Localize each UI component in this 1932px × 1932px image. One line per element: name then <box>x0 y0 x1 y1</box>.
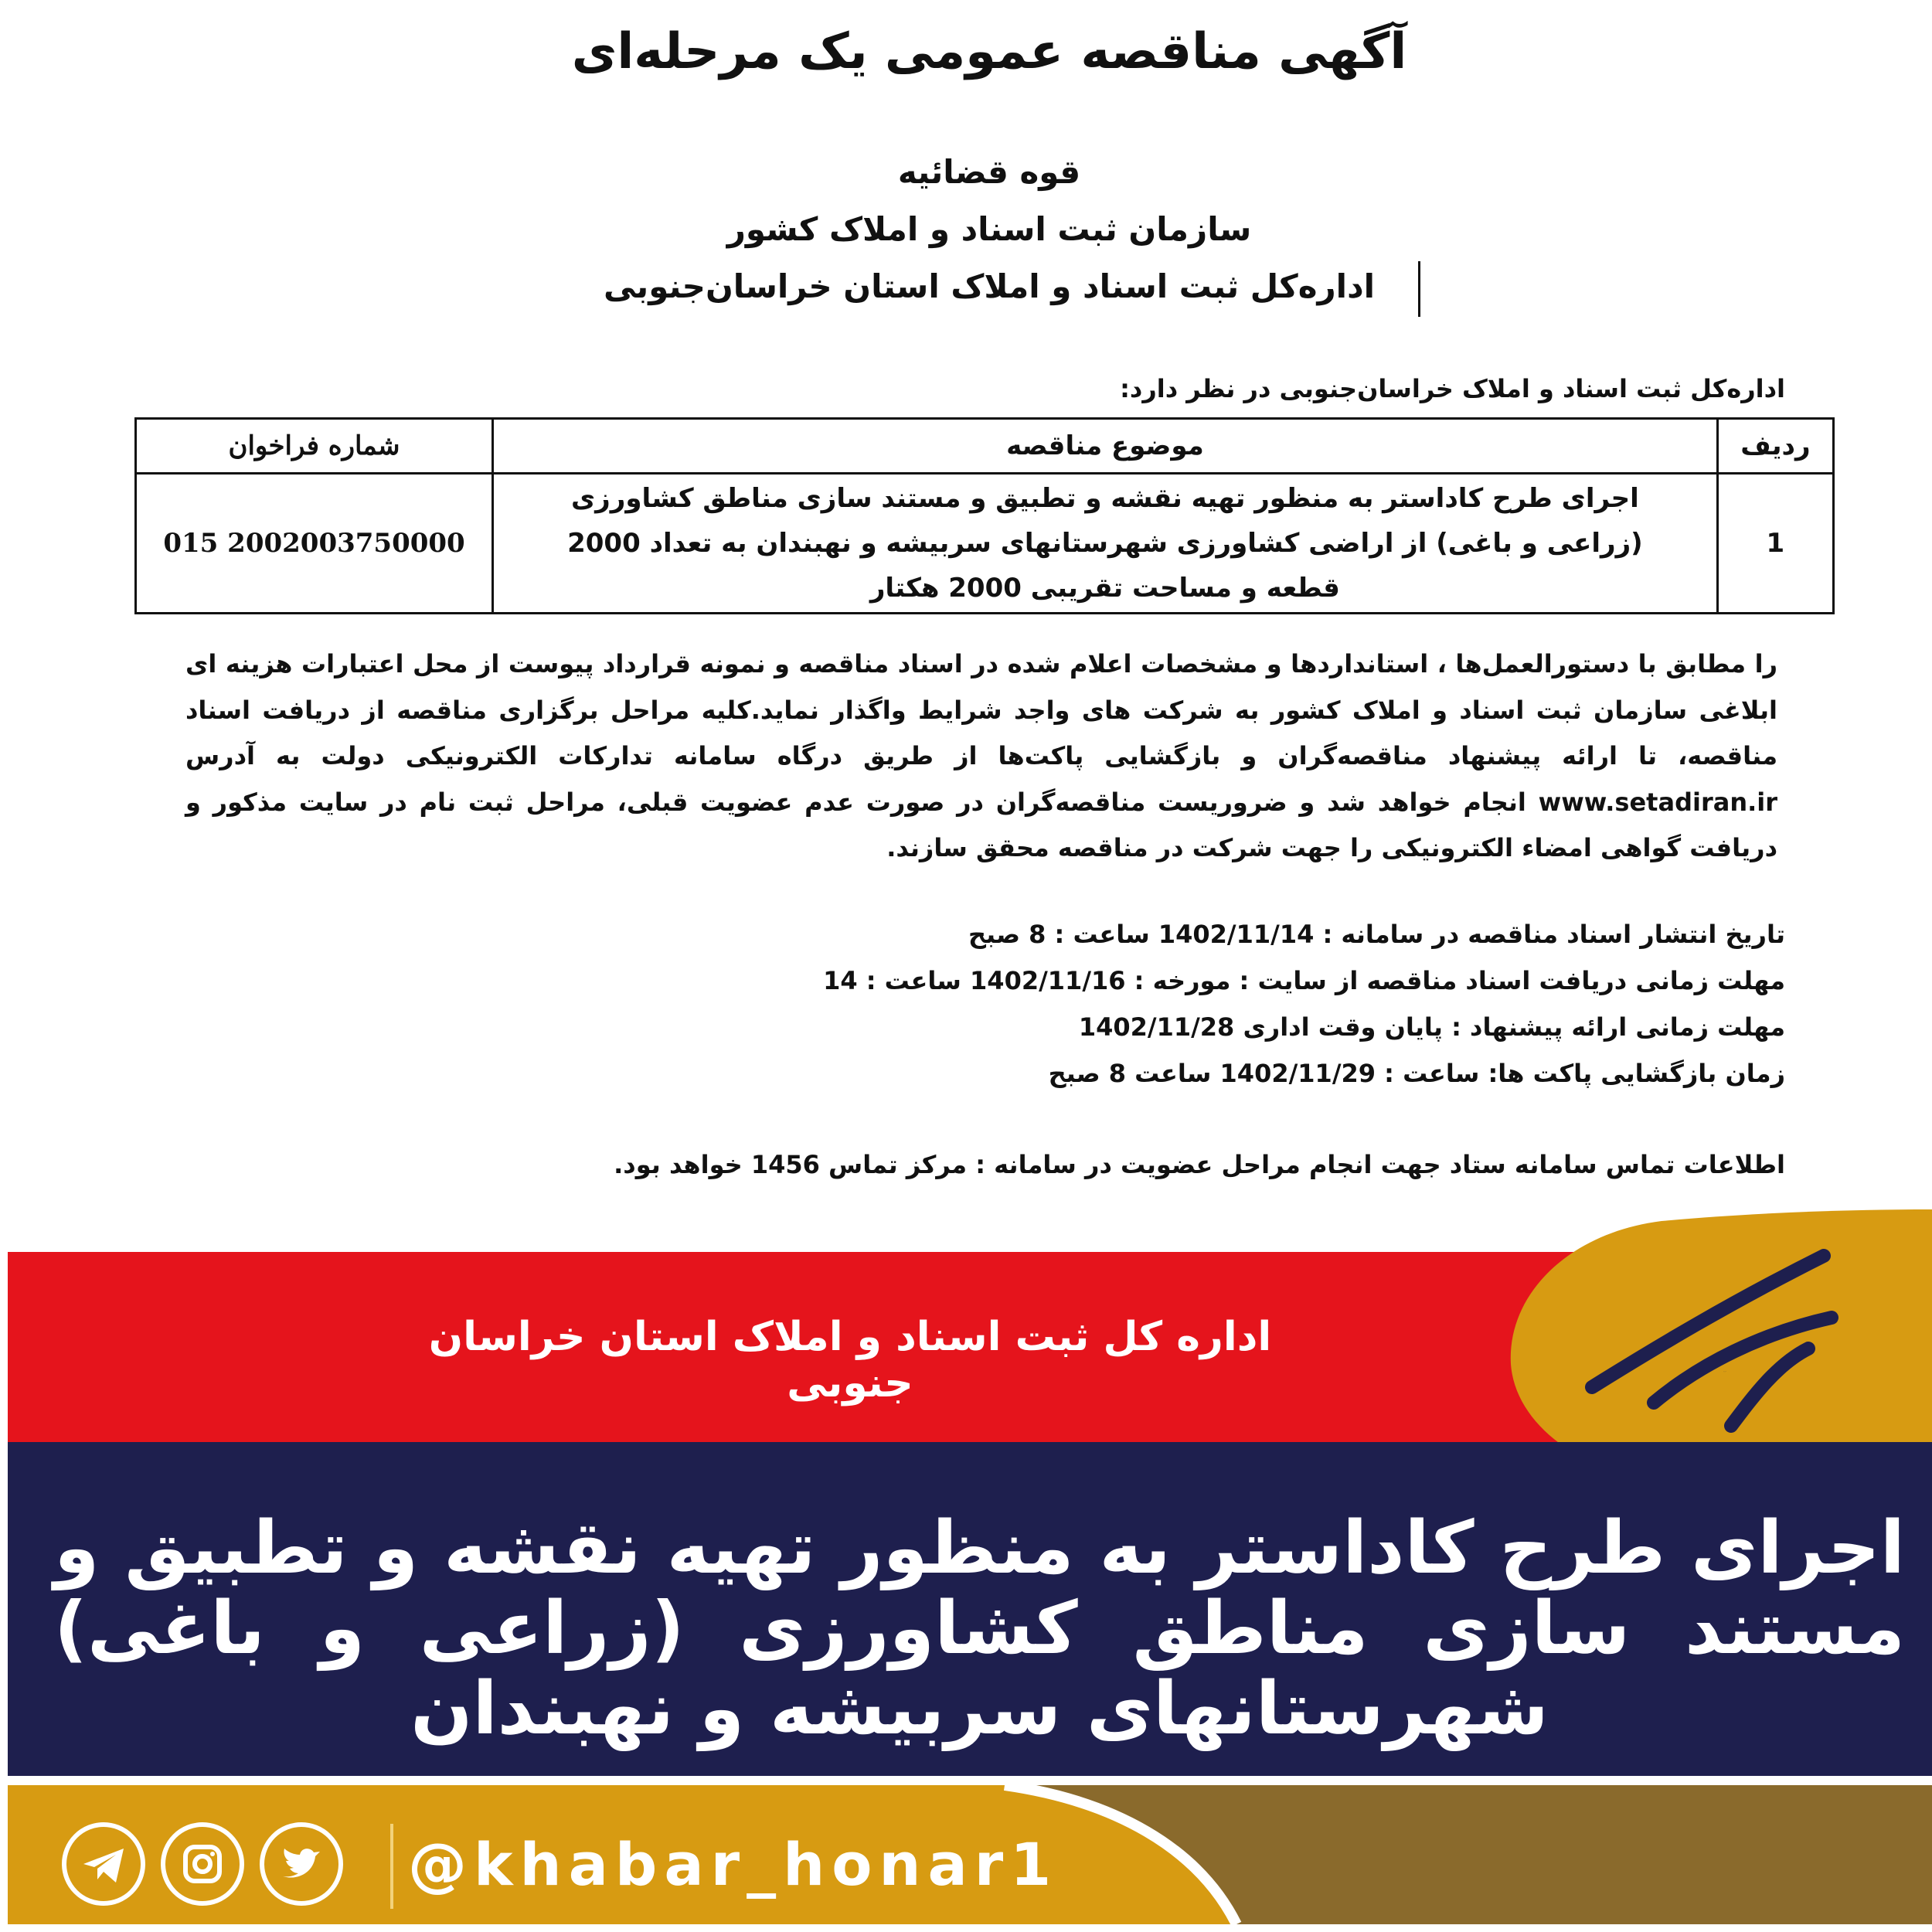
tender-table <box>134 417 1835 614</box>
cell-subject: اجرای طرح کاداستر به منظور تهیه نقشه و تطبیق و مستند سازی مناطق کشاورزی (زراعی و باغی) از اراضی کشاورزی شهرستانهای سربیشه و نهبندان به تعداد 2000 قطعه و مساحت تقریبی 2000 هکتار <box>493 474 1718 614</box>
instagram-icon[interactable] <box>161 1822 244 1906</box>
headline: اجرای طرح کاداستر به منظور تهیه نقشه و تطبیق و مستند سازی مناطق کشاورزی (زراعی و باغی) شهرستانهای سربیشه و نهبندان <box>54 1506 1905 1751</box>
telegram-icon[interactable] <box>62 1822 145 1906</box>
contact-info: اطلاعات تماس سامانه ستاد جهت انجام مراحل عضویت در سامانه : مرکز تماس 1456 خواهد بود. <box>614 1150 1785 1179</box>
org-provincial-office: اداره‌کل ثبت اسناد و املاک استان خراسان‌جنوبی <box>603 267 1376 305</box>
org-judiciary: قوه قضائیه <box>897 153 1081 191</box>
header-row-index: ردیف <box>1717 419 1833 474</box>
date-opening: زمان بازگشایی پاکت ها: ساعت : 1402/11/29 ساعت 8 صبح <box>1048 1059 1785 1088</box>
header-call-number: شماره فراخوان <box>136 419 493 474</box>
table-header-row <box>136 419 1834 474</box>
org-strip-text: اداره کل ثبت اسناد و املاک استان خراسان جنوبی <box>428 1314 1272 1406</box>
notice-body: را مطابق با دستورالعمل‌ها ، استانداردها و مشخصات اعلام شده در اسناد مناقصه و نمونه قرارداد پیوست از محل اعتبارات هزینه ای ابلاغی سازمان ثبت اسناد و املاک کشور به شرکت های واجد شرایط واگذار نماید.کلیه مراحل برگزاری مناقصه از دریافت اسناد مناقصه، تا ارائه پیشنهاد مناقصه‌گران و بازگشایی پاکت‌ها از طریق درگاه سامانه تدارکات الکترونیکی دولت به آدرس www.setadiran.ir انجام خواهد شد و ضروریست مناقصه‌گران در صورت عدم عضویت قبلی، مراحل ثبت نام در سایت مذکور و دریافت گواهی امضاء الکترونیکی را جهت شرکت در مناقصه محقق سازند. <box>185 649 1777 862</box>
date-submit-deadline: مهلت زمانی ارائه پیشنهاد : پایان وقت اداری 1402/11/28 <box>1078 1012 1785 1042</box>
footer-separator <box>390 1824 393 1909</box>
notice-intro: اداره‌کل ثبت اسناد و املاک خراسان‌جنوبی در نظر دارد: <box>1120 374 1785 403</box>
date-download-deadline: مهلت زمانی دریافت اسناد مناقصه از سایت : مورخه : 1402/11/16 ساعت : 14 <box>823 966 1785 995</box>
text-cursor <box>1418 261 1420 317</box>
date-publish: تاریخ انتشار اسناد مناقصه در سامانه : 1402/11/14 ساعت : 8 صبح <box>968 920 1785 949</box>
logo-background <box>1511 1209 1932 1480</box>
khabar-honar-logo <box>1499 1209 1932 1480</box>
social-handle[interactable]: @khabar_honar1 <box>408 1830 1059 1899</box>
header-subject: موضوع مناقصه <box>493 419 1718 474</box>
twitter-icon[interactable] <box>260 1822 343 1906</box>
org-registration: سازمان ثبت اسناد و املاک کشور <box>726 210 1252 248</box>
notice-title: آگهی مناقصه عمومی یک مرحله‌ای <box>571 23 1407 80</box>
table-row <box>136 474 1834 614</box>
cell-row-index: 1 <box>1717 474 1833 614</box>
cell-call-number: 2002003750000 015 <box>136 474 493 614</box>
